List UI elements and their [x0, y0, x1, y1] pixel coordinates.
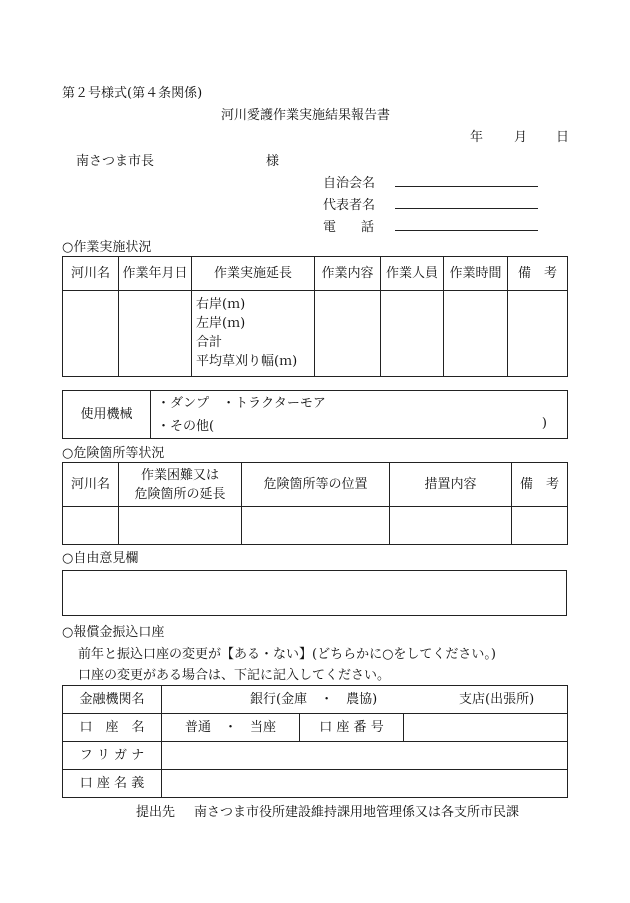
- header-remarks: 備 考: [508, 257, 568, 291]
- form-number: 第２号様式(第４条関係): [62, 86, 203, 101]
- addressee: 南さつま市長: [76, 154, 155, 169]
- work-status-table: [62, 256, 568, 377]
- date-day-label: 日: [556, 130, 570, 145]
- free-opinion-heading: ○自由意見欄: [62, 551, 139, 566]
- danger-header-row: [63, 463, 568, 507]
- danger-remarks-cell[interactable]: [512, 507, 568, 545]
- account-number-label: 口 座 番 号: [300, 714, 404, 742]
- header-work-extension: 作業実施延長: [192, 257, 315, 291]
- account-types[interactable]: 普通 ・ 当座: [162, 714, 300, 742]
- work-content-cell[interactable]: [315, 291, 381, 377]
- work-time-cell[interactable]: [444, 291, 508, 377]
- furigana-row: [63, 742, 568, 770]
- date-year-label: 年: [470, 130, 484, 145]
- association-field-line[interactable]: [395, 186, 538, 187]
- account-number-cell[interactable]: [404, 714, 568, 742]
- free-opinion-box[interactable]: [62, 570, 567, 616]
- date-month-label: 月: [514, 130, 528, 145]
- machines-other-close: ): [541, 416, 547, 431]
- work-extension-cell[interactable]: [192, 291, 315, 377]
- danger-header-remarks: 備 考: [512, 463, 568, 507]
- difficult-extension-line-1: 作業困難又は: [140, 467, 219, 483]
- difficult-extension-line-2: 危険箇所の延長: [134, 486, 226, 502]
- honorific: 様: [266, 154, 280, 169]
- danger-extension-cell[interactable]: [119, 507, 242, 545]
- river-name-cell[interactable]: [63, 291, 119, 377]
- left-bank-label: 左岸(ｍ): [196, 316, 246, 331]
- submit-to-destination: 南さつま市役所建設維持課用地管理係又は各支所市民課: [194, 805, 520, 820]
- machines-table: [62, 390, 568, 439]
- institution-label: 金融機関名: [63, 686, 162, 714]
- danger-data-row: [63, 507, 568, 545]
- institution-row: [63, 686, 568, 714]
- representative-field-line[interactable]: [395, 208, 538, 209]
- danger-header-position: 危険箇所等の位置: [242, 463, 390, 507]
- danger-status-heading: ○危険箇所等状況: [62, 446, 165, 461]
- holder-label: 口 座 名 義: [63, 770, 162, 798]
- institution-cell[interactable]: [162, 686, 568, 714]
- header-river-name: 河川名: [63, 257, 119, 291]
- work-status-heading: ○作業実施状況: [62, 240, 152, 255]
- danger-river-cell[interactable]: [63, 507, 119, 545]
- danger-status-table: [62, 462, 568, 545]
- danger-measures-cell[interactable]: [390, 507, 512, 545]
- holder-cell[interactable]: [162, 770, 568, 798]
- machines-line-2: ・その他(: [157, 418, 215, 434]
- header-work-time: 作業時間: [444, 257, 508, 291]
- representative-label: 代表者名: [323, 198, 376, 213]
- branch-types: 支店(出張所): [459, 692, 535, 707]
- header-work-date: 作業年月日: [119, 257, 192, 291]
- danger-header-difficult-extension: [119, 463, 242, 507]
- account-change-note: 前年と振込口座の変更が【ある・ない】(どちらかに○をしてください。): [78, 647, 496, 662]
- danger-position-cell[interactable]: [242, 507, 390, 545]
- holder-row: [63, 770, 568, 798]
- furigana-label: フ リ ガ ナ: [63, 742, 162, 770]
- phone-label: 電 話: [323, 220, 381, 235]
- header-work-personnel: 作業人員: [381, 257, 444, 291]
- account-type-row: [63, 714, 568, 742]
- account-name-label: 口 座 名: [63, 714, 162, 742]
- total-label: 合計: [196, 335, 223, 350]
- danger-header-measures: 措置内容: [390, 463, 512, 507]
- account-table: [62, 685, 568, 798]
- right-bank-label: 右岸(ｍ): [196, 297, 246, 312]
- account-change-instruction: 口座の変更がある場合は、下記に記入してください。: [78, 668, 391, 683]
- furigana-cell[interactable]: [162, 742, 568, 770]
- machines-label: 使用機械: [63, 391, 151, 439]
- machines-options-cell[interactable]: [151, 391, 568, 439]
- machines-line-1: ・ダンプ ・トラクターモア: [157, 395, 326, 411]
- average-mowing-width-label: 平均草刈り幅(ｍ): [196, 354, 298, 369]
- association-label: 自治会名: [323, 176, 376, 191]
- work-personnel-cell[interactable]: [381, 291, 444, 377]
- document-title: 河川愛護作業実施結果報告書: [221, 108, 391, 123]
- submit-to-label: 提出先: [136, 805, 176, 820]
- account-heading: ○報償金振込口座: [62, 625, 165, 640]
- bank-types: 銀行(金庫 ・ 農協): [250, 692, 378, 707]
- phone-field-line[interactable]: [395, 230, 538, 231]
- work-header-row: [63, 257, 568, 291]
- work-data-row: [63, 291, 568, 377]
- header-work-content: 作業内容: [315, 257, 381, 291]
- remarks-cell[interactable]: [508, 291, 568, 377]
- work-date-cell[interactable]: [119, 291, 192, 377]
- danger-header-river: 河川名: [63, 463, 119, 507]
